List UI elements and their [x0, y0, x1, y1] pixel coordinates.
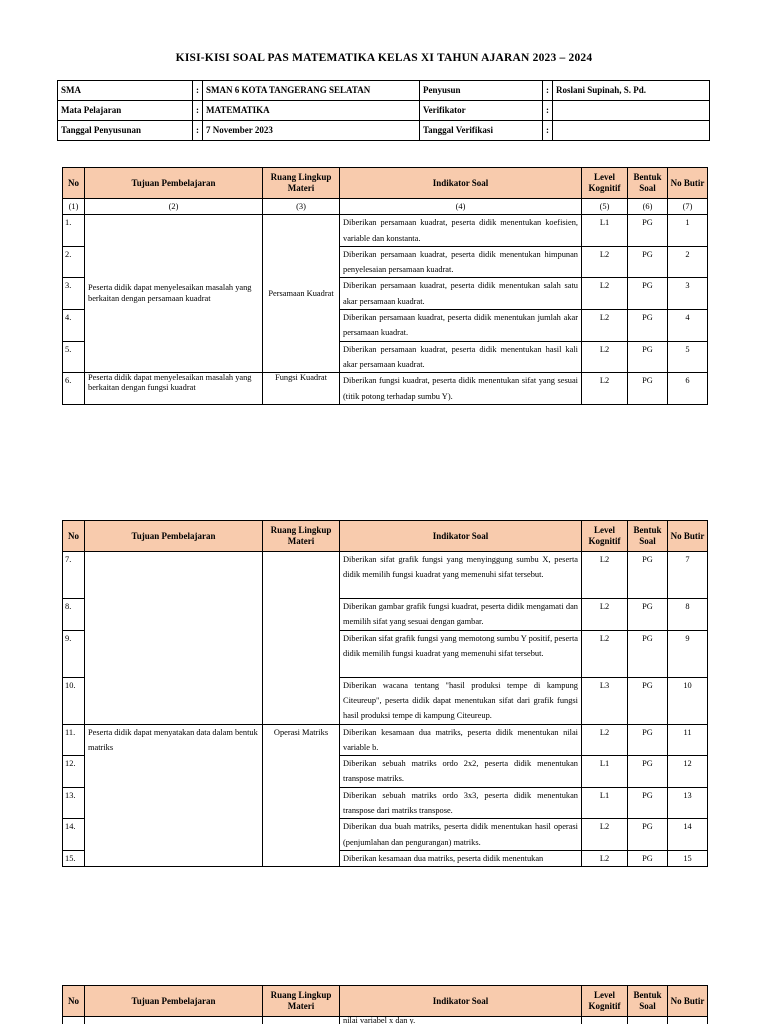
table-row: 5. Diberikan persamaan kuadrat, peserta didik menentukan hasil kali akar persamaan kuadrat. L2 PG 5	[63, 341, 708, 373]
header-level: Level Kognitif	[582, 168, 628, 199]
table-row: 7. Diberikan sifat grafik fungsi yang menyinggung sumbu X, peserta didik memilih fungsi kuadrat yang memenuhi sifat tersebut. L2 PG 7	[63, 552, 708, 599]
tujuan-cell: Peserta didik dapat menyatakan data dalam bentuk matriks	[85, 724, 263, 867]
label-school: SMA	[58, 81, 193, 101]
header-bentuk: Bentuk Soal	[628, 168, 668, 199]
document-title: KISI-KISI SOAL PAS MATEMATIKA KELAS XI TAHUN AJARAN 2023 – 2024	[175, 52, 593, 64]
header-no: No	[63, 168, 85, 199]
info-row-school: SMA : SMAN 6 KOTA TANGERANG SELATAN Penyusun : Roslani Supinah, S. Pd.	[58, 81, 710, 101]
header-row	[63, 168, 708, 199]
value-verifier	[553, 101, 710, 121]
header-row: No Tujuan Pembelajaran Ruang Lingkup Materi Indikator Soal Level Kognitif Bentuk Soal No Butir	[63, 986, 708, 1017]
value-verify-date	[553, 121, 710, 141]
info-table	[57, 80, 710, 141]
grid-table-2	[62, 520, 708, 867]
value-school: SMAN 6 KOTA TANGERANG SELATAN	[203, 81, 420, 101]
value-subject: MATEMATIKA	[203, 101, 420, 121]
table-row: 6. Peserta didik dapat menyelesaikan masalah yang berkaitan dengan fungsi kuadrat Fungsi Kuadrat Diberikan fungsi kuadrat, peserta didik menentukan sifat yang sesuai (titik potong terhadap sumbu Y). L2 PG 6	[63, 373, 708, 405]
grid-table-1	[62, 167, 708, 405]
table-row: 11. Peserta didik dapat menyatakan data dalam bentuk matriks Operasi Matriks Diberikan kesamaan dua matriks, peserta didik menentukan nilai variable b. L2 PG 11	[63, 724, 708, 756]
table-row: 3. Diberikan persamaan kuadrat, peserta didik menentukan salah satu akar persamaan kuadrat. L2 PG 3	[63, 278, 708, 310]
label-date: Tanggal Penyusunan	[58, 121, 193, 141]
table-row: 14. Diberikan dua buah matriks, peserta didik menentukan hasil operasi (penjumlahan dan pengurangan) matriks. L2 PG 14	[63, 819, 708, 851]
ruang-cell: Persamaan Kuadrat	[263, 215, 340, 373]
info-row-subject: Mata Pelajaran : MATEMATIKA Verifikator :	[58, 101, 710, 121]
label-author: Penyusun	[420, 81, 543, 101]
label-verify-date: Tanggal Verifikasi	[420, 121, 543, 141]
table-row: 1. Peserta didik dapat menyelesaikan masalah yang berkaitan dengan persamaan kuadrat Persamaan Kuadrat Diberikan persamaan kuadrat, peserta didik menentukan koefisien, variable dan konstanta. L1 PG 1	[63, 215, 708, 247]
value-author: Roslani Supinah, S. Pd.	[553, 81, 710, 101]
tujuan-cell: Peserta didik dapat menyelesaikan masalah yang berkaitan dengan persamaan kuadrat	[85, 215, 263, 373]
header-indikator: Indikator Soal	[340, 168, 582, 199]
label-verifier: Verifikator	[420, 101, 543, 121]
table-row: nilai variabel x dan y.	[63, 1017, 708, 1024]
header-row: No Tujuan Pembelajaran Ruang Lingkup Materi Indikator Soal Level Kognitif Bentuk Soal No Butir	[63, 521, 708, 552]
column-number-row: (1) (2) (3) (4) (5) (6) (7)	[63, 199, 708, 215]
header-butir: No Butir	[668, 168, 708, 199]
header-tujuan: Tujuan Pembelajaran	[85, 168, 263, 199]
table-row: 15. Diberikan kesamaan dua matriks, peserta didik menentukan L2 PG 15	[63, 850, 708, 866]
table-3-clip	[0, 985, 768, 1024]
ruang-cell: Operasi Matriks	[263, 724, 340, 867]
header-ruang: Ruang Lingkup Materi	[263, 168, 340, 199]
label-subject: Mata Pelajaran	[58, 101, 193, 121]
table-row: 8. Diberikan gambar grafik fungsi kuadrat, peserta didik mengamati dan memilih sifat yang sesuai dengan gambar. L2 PG 8	[63, 599, 708, 631]
value-date: 7 November 2023	[203, 121, 420, 141]
info-row-date: Tanggal Penyusunan : 7 November 2023 Tanggal Verifikasi :	[58, 121, 710, 141]
table-row: 4. Diberikan persamaan kuadrat, peserta didik menentukan jumlah akar persamaan kuadrat. L2 PG 4	[63, 310, 708, 342]
table-row: 12. Diberikan sebuah matriks ordo 2x2, peserta didik menentukan transpose matriks. L1 PG 12	[63, 756, 708, 788]
table-row: 10. Diberikan wacana tentang "hasil produksi tempe di kampung Citeureup", peserta didik dapat menentukan sifat dari grafik fungsi hasil produksi tempe di kampung Citeureup. L3 PG 10	[63, 677, 708, 724]
table-row: 2. Diberikan persamaan kuadrat, peserta didik menentukan himpunan penyelesaian persamaan kuadrat. L2 PG 2	[63, 246, 708, 278]
grid-table-3	[62, 985, 708, 1024]
table-row: 13. Diberikan sebuah matriks ordo 3x3, peserta didik menentukan transpose dari matriks transpose. L1 PG 13	[63, 787, 708, 819]
table-row: 9. Diberikan sifat grafik fungsi yang memotong sumbu Y positif, peserta didik memilih fungsi kuadrat yang memenuhi sifat tersebut. L2 PG 9	[63, 630, 708, 677]
